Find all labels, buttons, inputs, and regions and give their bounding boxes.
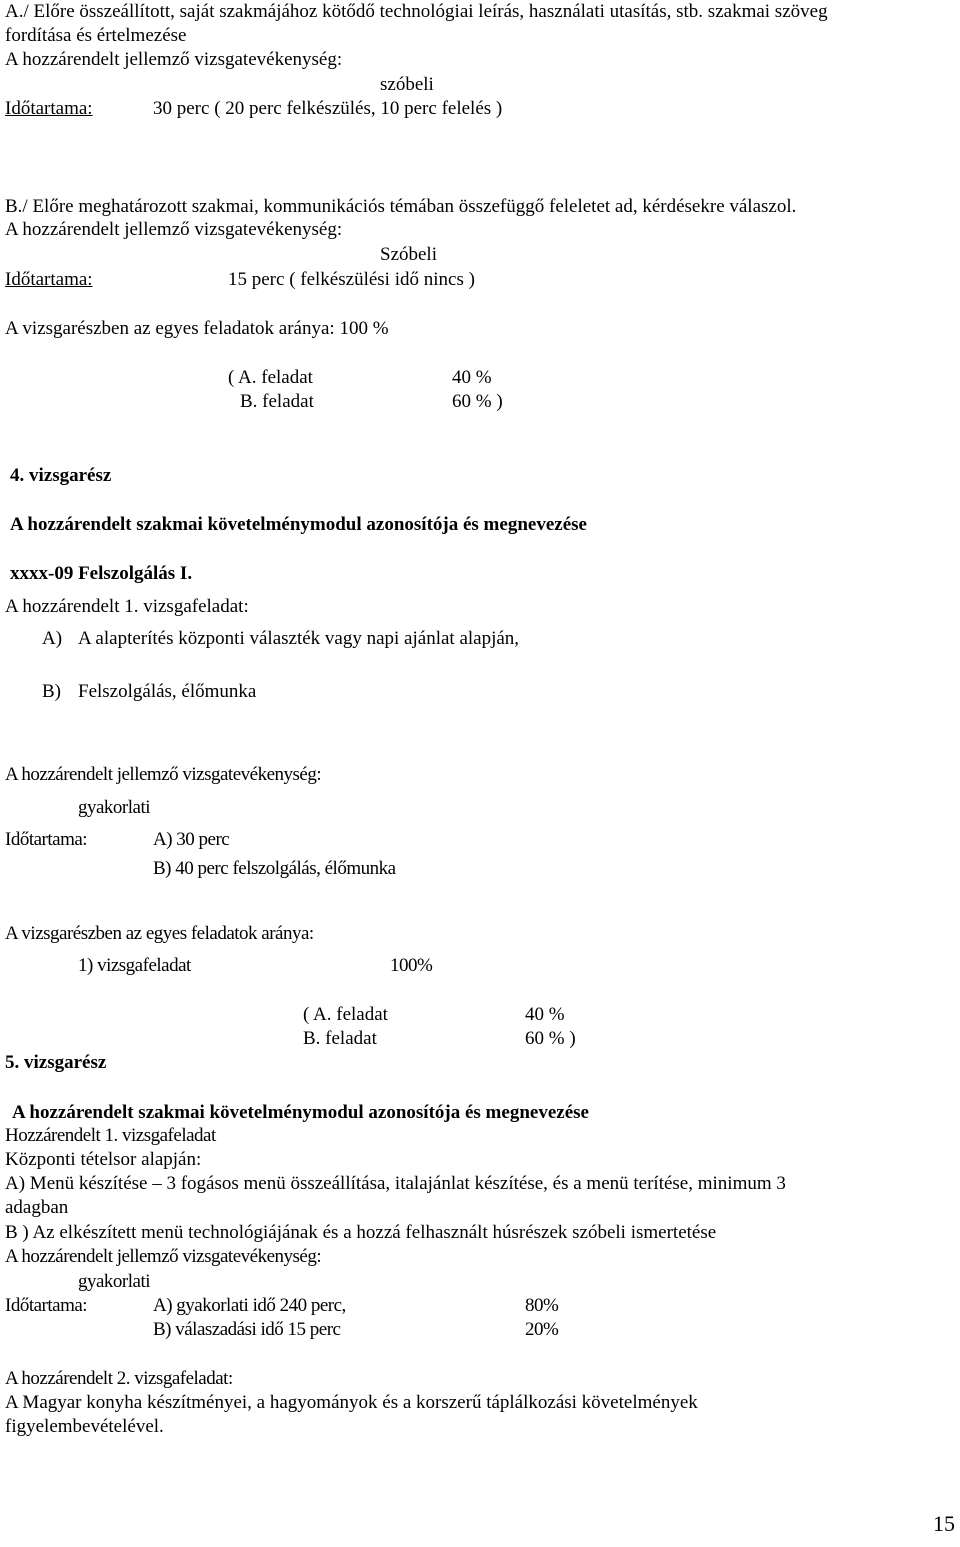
part-4-module-id: xxxx-09 Felszolgálás I. — [10, 563, 193, 584]
part-5-assigned: Hozzárendelt 1. vizsgafeladat — [5, 1125, 216, 1146]
section-b-task-b-value: 60 % ) — [452, 391, 503, 412]
section-b-activity-value: Szóbeli — [380, 244, 437, 265]
part-5-task-b: B ) Az elkészített menü technológiájának és a hozzá felhasznált húsrészek szóbeli ismertetése — [5, 1222, 717, 1243]
section-b-duration-label: Időtartama: — [5, 269, 93, 290]
section-b-activity-label: A hozzárendelt jellemző vizsgatevékenység: — [5, 219, 343, 240]
part-4-task-a-value: 40 % — [525, 1004, 565, 1025]
part-5-title: 5. vizsgarész — [5, 1052, 107, 1073]
part-5-task2-line1: A Magyar konyha készítményei, a hagyományok és a korszerű táplálkozási követelmények — [5, 1392, 698, 1413]
part-5-duration-a-percent: 80% — [525, 1295, 559, 1316]
section-b-task-a-label: ( A. feladat — [228, 367, 313, 388]
part-5-duration-b: B) válaszadási idő 15 perc — [153, 1319, 341, 1340]
part-5-module-heading: A hozzárendelt szakmai követelménymodul azonosítója és megnevezése — [12, 1102, 589, 1123]
section-a-duration-label: Időtartama: — [5, 98, 93, 119]
section-a-heading-line1: A./ Előre összeállított, saját szakmájához kötődő technológiai leírás, használati utasítás, stb. szakmai szöveg — [5, 1, 828, 22]
section-a-heading-line2: fordítása és értelmezése — [5, 25, 187, 46]
part-5-duration-a: A) gyakorlati idő 240 perc, — [153, 1295, 346, 1316]
section-b-task-a-value: 40 % — [452, 367, 492, 388]
section-a-activity-value: szóbeli — [380, 74, 434, 95]
part-4-title: 4. vizsgarész — [10, 465, 112, 486]
page-number: 15 — [933, 1511, 955, 1536]
part-5-activity-label: A hozzárendelt jellemző vizsgatevékenység: — [5, 1246, 322, 1267]
part-5-task2-intro: A hozzárendelt 2. vizsgafeladat: — [5, 1368, 233, 1389]
part-4-activity-value: gyakorlati — [78, 797, 151, 818]
part-4-ratio-label: A vizsgarészben az egyes feladatok aránya: — [5, 923, 314, 944]
part-4-task-a-marker: A) — [42, 628, 63, 649]
part-5-duration-b-percent: 20% — [525, 1319, 559, 1340]
section-b-ratio: A vizsgarészben az egyes feladatok aránya: 100 % — [5, 318, 389, 339]
section-b-heading: B./ Előre meghatározott szakmai, kommunikációs témában összefüggő feleletet ad, kérdésekre válaszol. — [5, 196, 797, 217]
part-4-task-b-text: Felszolgálás, élőmunka — [78, 681, 257, 702]
part-5-task-a-line1: A) Menü készítése – 3 fogásos menü összeállítása, italajánlat készítése, és a menü terítése, minimum 3 — [5, 1173, 786, 1194]
part-4-module-heading: A hozzárendelt szakmai követelménymodul azonosítója és megnevezése — [10, 514, 587, 535]
section-b-task-b-label: B. feladat — [240, 391, 314, 412]
part-4-task-a-text: A alapterítés központi választék vagy napi ajánlat alapján, — [78, 628, 520, 649]
part-4-task-b-value: 60 % ) — [525, 1028, 576, 1049]
part-4-duration-a: A) 30 perc — [153, 829, 230, 850]
part-5-task2-line2: figyelembevételével. — [5, 1416, 164, 1437]
section-a-duration-value: 30 perc ( 20 perc felkészülés, 10 perc felelés ) — [153, 98, 503, 119]
part-5-duration-label: Időtartama: — [5, 1295, 88, 1316]
part-4-task-a-label: ( A. feladat — [303, 1004, 388, 1025]
section-b-duration-value: 15 perc ( felkészülési idő nincs ) — [228, 269, 475, 290]
part-4-task-b-label: B. feladat — [303, 1028, 377, 1049]
part-4-duration-label: Időtartama: — [5, 829, 88, 850]
part-4-duration-b: B) 40 perc felszolgálás, élőmunka — [153, 858, 396, 879]
part-4-ratio-item: 1) vizsgafeladat — [78, 955, 191, 976]
part-4-activity-label: A hozzárendelt jellemző vizsgatevékenység: — [5, 764, 322, 785]
section-a-activity-label: A hozzárendelt jellemző vizsgatevékenység: — [5, 49, 343, 70]
part-4-ratio-value: 100% — [390, 955, 433, 976]
part-5-basis: Központi tételsor alapján: — [5, 1149, 202, 1170]
part-4-task-intro: A hozzárendelt 1. vizsgafeladat: — [5, 596, 249, 617]
part-4-task-b-marker: B) — [42, 681, 61, 702]
part-5-task-a-line2: adagban — [5, 1197, 69, 1218]
part-5-activity-value: gyakorlati — [78, 1271, 151, 1292]
